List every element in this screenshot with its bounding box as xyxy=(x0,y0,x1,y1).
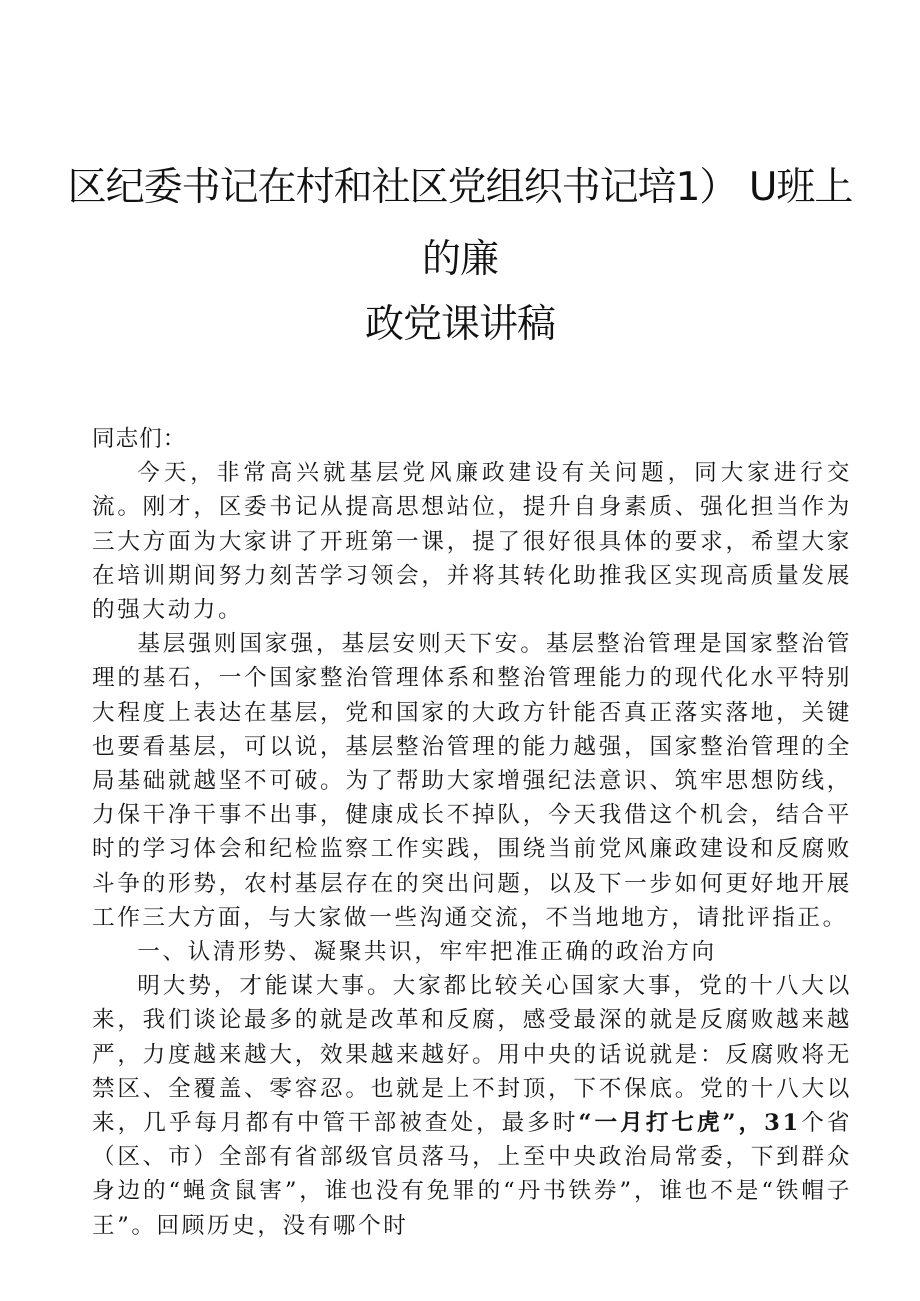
greeting: 同志们： xyxy=(92,426,187,452)
section-heading: 一、认清形势、凝聚共识，牢牢把准正确的政治方向 xyxy=(137,939,717,966)
document-title-line-2: 的廉 xyxy=(421,237,498,282)
paragraph-situation-quote: “一月打七虎”，31 xyxy=(578,1110,801,1137)
document-body xyxy=(92,422,852,1243)
document-title-line-1: 区纪委书记在村和社区党组织书记培1） U班上 xyxy=(67,165,853,210)
document-title-line-3: 政党课讲稿 xyxy=(364,302,555,347)
paragraph-grassroots: 基层强则国家强，基层安则天下安。基层整治管理是国家整治管理的基石，一个国家整治管理体系和整治管理能力的现代化水平特别大程度上表达在基层，党和国家的大政方针能否真正落实落地，关键也要看基层，可以说，基层整治管理的能力越强，国家整治管理的全局基础就越坚不可破。为了帮助大家增强纪法意识、筑牢思想防线，力保干净干事不出事，健康成长不掉队，今天我借这个机会，结合平时的学习体会和纪检监察工作实践，围绕当前党风廉政建设和反腐败斗争的形势，农村基层存在的突出问题，以及下一步如何更好地开展工作三大方面，与大家做一些沟通交流，不当地地方，请批评指正。 xyxy=(92,631,852,931)
paragraph-situation-part-1: 明大势，才能谋大事。大家都比较关心国家大事，党的十八大以来，我们谈论最多的就是改革和反腐，感受最深的就是反腐败越来越严，力度越来越大，效果越来越好。用中央的话说就是：反腐败将无禁区、全覆盖、零容忍。也就是上不封顶，下不保底。党的十八大以来，几乎每月都有中管干部被查处，最多时 xyxy=(92,973,852,1137)
paragraph-situation-part-2: 个省（区、市）全部有省部级官员落马，上至中央政治局常委，下到群众身边的“蝇贪鼠害”，谁也没有免罪的“丹书铁券”，谁也不是“铁帽子王”。回顾历史，没有哪个时 xyxy=(92,1110,853,1239)
paragraph-situation xyxy=(92,969,852,1243)
paragraph-opening: 今天，非常高兴就基层党风廉政建设有关问题，同大家进行交流。刚才，区委书记从提高思想站位，提升自身素质、强化担当作为三大方面为大家讲了开班第一课，提了很好很具体的要求，希望大家在培训期间努力刻苦学习领会，并将其转化助推我区实现高质量发展的强大动力。 xyxy=(92,460,852,624)
